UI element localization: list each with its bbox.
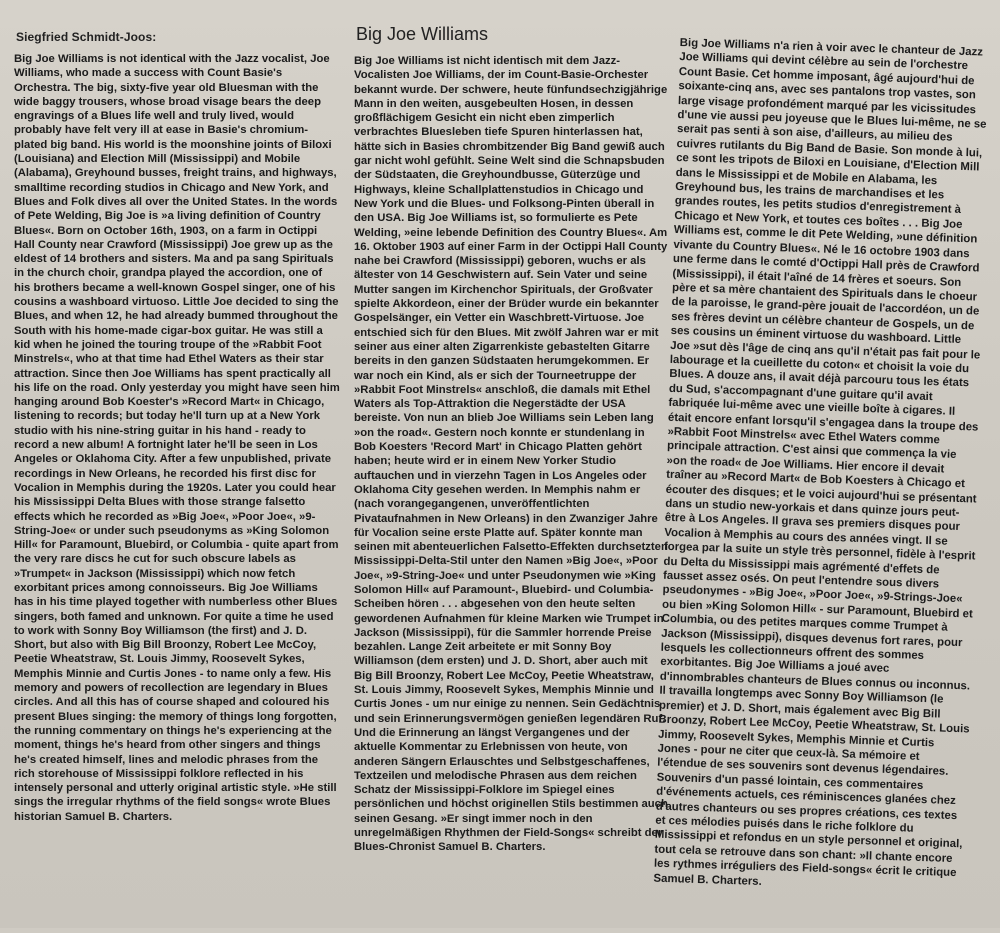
english-text-column [14,52,340,922]
article-title: Big Joe Williams [356,24,489,44]
english-body-text: Big Joe Williams is not identical with the Jazz vocalist, Joe Williams, who made a success with Count Basie's Orchestra. The big, sixty-five year old Bluesman with the wide baggy trousers, whose broad visage bears the deep engravings of a Blues life well and truly lived, would probably have felt very ill at ease in Basie's chromium-plated big band. His world is the moonshine joints of Biloxi (Louisiana) and Election Mill (Mississippi) and Mobile (Alabama), Greyhound busses, freight trains, and highways, smalltime recording studios in Chicago and New York, and Blues and Folk dives all over the United States. In the words of Pete Welding, Big Joe is »a living definition of Country Blues«. Born on October 16th, 1903, on a farm in Octippi Hall County near Crawford (Mississippi) Joe grew up as the eldest of 14 brothers and sisters. Ma and pa sang Spirituals in the church choir, grandpa played the accordion, one of his brothers became a well-known Gospel singer, one of his cousins a washboard virtuoso. Little Joe decided to sing the Blues, and when 12, he had already bummed throughout the South with his home-made cigar-box guitar. He was still a kid when he joined the touring troupe of the »Rabbit Foot Minstrels«, who at that time had Ethel Waters as their star attraction. Since then Joe Williams has spent practically all his life on the road. Only yesterday you might have seen him hanging around Bob Koester's »Record Mart« in Chicago, listening to records; but today he'll turn up at a New York studio with his nine-string guitar in his hand - ready to record a new album! A fortnight later he'll be seen in Los Angeles or Oklahoma City. After a few unpublished, private recordings in New Orleans, he recorded his first disc for Vocalion in Memphis during the 1920s. Later you could hear his Mississippi Delta Blues with those strange falsetto effects which he recorded as »Big Joe«, »Poor Joe«, »9-String-Joe« or under such pseudonyms as »King Solomon Hill« for Paramount, Bluebird, or Columbia - quite apart from the very rare discs he cut for such obscure labels as »Trumpet« in Jackson (Mississippi) which now fetch exorbitant prices among connoisseurs. Big Joe Williams has in his time played together with numberless other Blues singers, both famed and unknown. For quite a time he used to work with Sonny Boy Williamson (the first) and J. D. Short, but also with Big Bill Broonzy, Robert Lee McCoy, Peetie Wheatstraw, St. Louis Jimmy, Roosevelt Sykes, Memphis Minnie and Curtis Jones - to name only a few. His memory and powers of recollection are legendary in Blues circles. And all this has of course shaped and coloured his present Blues singing: the memory of things long forgotten, the running commentary on things he's experiencing at the moment, things he's heard from other singers and things he's created himself, lines and melodic phrases from the rich storehouse of Mississippi folklore reflected in his intensely personal and utterly original artistic style. »He still sings the irregular rhythms of the field songs« wrote Blues historian Samuel B. Charters. [14,53,340,823]
german-text-column [354,54,668,922]
author-byline: Siegfried Schmidt-Joos: [16,30,157,44]
french-text-column [652,36,992,933]
french-body-text: Big Joe Williams n'a rien à voir avec le chanteur de Jazz Joe Williams qui devint célèbre au sein de l'orchestre Count Basie. Cet homme imposant, âgé aujourd'hui de soixante-cinq ans, avec ses pantalons trop vastes, son large visage profondément marqué par les vicissitudes d'une vie aussi peu joyeuse que le Blues lui-même, ne se serait pas senti à son aise, d'ailleurs, au milieu des cuivres rutilants du Big Band de Basie. Son monde à lui, ce sont les tripots de Biloxi en Louisiane, d'Election Mill dans le Mississippi et de Mobile en Alabama, les Greyhound bus, les trains de marchandises et les grandes routes, les petits studios d'enregistrement à Chicago et New York, et toutes ces boîtes . . . Big Joe Williams est, comme le dit Pete Welding, »une définition vivante du Country Blues«. Né le 16 octobre 1903 dans une ferme dans le comté d'Octippi Hall près de Crawford (Mississippi), il était l'aîné de 14 frères et soeurs. Son père et sa mère chantaient des Spirituals dans le choeur de la paroisse, le grand-père jouait de l'accordéon, un de ses frères devint un célèbre chanteur de Gospels, un de ses cousins un éminent virtuose du washboard. Little Joe »sut dès l'âge de cinq ans qu'il n'était pas fait pour le labourage et la cueillette du coton« et choisit la voie du Blues. A douze ans, il avait déjà parcouru tous les états du Sud, s'accompagnant d'une guitare qu'il avait fabriquée lui-même avec une vieille boîte à cigares. Il était encore enfant lorsqu'il s'engagea dans la troupe des »Rabbit Foot Minstrels« avec Ethel Waters comme principale attraction. C'est ainsi que commença la vie »on the road« de Joe Williams. Hier encore il devait traîner au »Record Mart« de Bob Koesters à Chicago et écouter des disques; et le voici aujourd'hui se présentant dans un studio new-yorkais et dans quinze jours peut-être à Los Angeles. Il grava ses premiers disques pour Vocalion à Memphis au cours des années vingt. Il se forgea par la suite un style très personnel, fidèle à l'esprit du Delta du Mississippi mais agrémenté d'effets de fausset assez osés. On peut l'entendre sous divers pseudonymes - »Big Joe«, »Poor Joe«, »9-Strings-Joe« ou bien »King Solomon Hill« - sur Paramount, Bluebird et Columbia, ou des petites marques comme Trumpet à Jackson (Mississippi), disques devenus fort rares, pour lesquels les collectionneurs offrent des sommes exorbitantes. Big Joe Williams a joué avec d'innombrables chanteurs de Blues connus ou inconnus. Il travailla longtemps avec Sonny Boy Williamson (le premier) et J. D. Short, mais également avec Big Bill Broonzy, Robert Lee McCoy, Peetie Wheatstraw, St. Louis Jimmy, Roosevelt Sykes, Memphis Minnie et Curtis Jones - pour ne citer que ceux-là. Sa mémoire et l'étendue de ses souvenirs sont devenus légendaires. Souvenirs d'un passé lointain, ces commentaires d'événements actuels, ces réminiscences glanées chez d'autres chanteurs ou ses propres créations, ces textes et ces mélodies puisés dans le riche folklore du Mississippi et refondus en un style personnel et original, tout cela se retrouve dans son chant: »Il chante encore les rythmes irréguliers des Field-songs« écrit le critique Samuel B. Charters. [653,36,987,888]
german-body-text: Big Joe Williams ist nicht identisch mit dem Jazz-Vocalisten Joe Williams, der im Count-Basie-Orchester bekannt wurde. Der schwere, heute fünfundsechzigjährige Mann in den weiten, ausgebeulten Hosen, in dessen großflächigem Gesicht ein nicht eben zimperlich verbrachtes Bluesleben tiefe Spuren hinterlassen hat, hätte sich in Basies chrombitzender Big Band gewiß auch gar nicht wohl gefühlt. Seine Welt sind die Schnapsbuden der Südstaaten, die Greyhoundbusse, Güterzüge und Highways, kleine Schallplattenstudios in Chicago und New York und die Blues- und Folksong-Pinten überall in den USA. Big Joe Williams ist, so formulierte es Pete Welding, »eine lebende Definition des Country Blues«. Am 16. Oktober 1903 auf einer Farm in der Octippi Hall County nahe bei Crawford (Mississippi) geboren, wuchs er als ältester von 14 Geschwistern auf. Sein Vater und seine Mutter sangen im Kirchenchor Spirituals, der Großvater spielte Akkordeon, einer der Brüder wurde ein bekannter Gospelsänger, ein Vetter ein Waschbrett-Virtuose. Joe entschied sich für den Blues. Mit zwölf Jahren war er mit seiner aus einer alten Zigarrenkiste gebastelten Gitarre bereits in den ganzen Südstaaten herumgekommen. Er war noch ein Kind, als er sich der Tourneetruppe der »Rabbit Foot Minstrels« anschloß, die damals mit Ethel Waters als Top-Attraktion die Negerstädte der USA bereiste. Von nun an blieb Joe Williams sein Leben lang »on the road«. Gestern noch konnte er stundenlang in Bob Koesters 'Record Mart' in Chicago Platten gehört haben; heute wird er in einem New Yorker Studio auftauchen und in vierzehn Tagen in Los Angeles oder Oklahoma City gesehen werden. In Memphis nahm er (nach vorangegangenen, unveröffentlichten Pivataufnahmen in New Orleans) in den Zwanziger Jahre für Vocalion seine erste Platte auf. Später konnte man seinen mit abenteuerlichen Falsetto-Effekten durchsetzten Mississippi-Delta-Stil unter den Namen »Big Joe«, »Poor Joe«, »9-String-Joe« und unter Pseudonymen wie »King Solomon Hill« auf Paramount-, Bluebird- und Columbia-Scheiben hören . . . abgesehen von den heute selten gewordenen Aufnahmen für kleine Marken wie Trumpet in Jackson (Mississippi), für die Sammler horrende Preise bezahlen. Lange Zeit arbeitete er mit Sonny Boy Williamson (dem ersten) und J. D. Short, aber auch mit Big Bill Broonzy, Robert Lee McCoy, Peetie Wheatstraw, St. Louis Jimmy, Roosevelt Sykes, Memphis Minnie und Curtis Jones - um nur einige zu nennen. Sein Gedächtnis und sein Erinnerungsvermögen genießen legendären Ruf. Und die Erinnerung an längst Vergangenes und der aktuelle Kommentar zu Erlebnissen von heute, von anderen Sängern Erlauschtes und Selbstgeschaffenes, Textzeilen und melodische Phrasen aus dem reichen Schatz der Mississippi-Folklore im Spiegel eines persönlichen und höchst originellen Stils bestimmen auch seinen Gesang. »Er singt immer noch in den unregelmäßigen Rhythmen der Field-Songs« schreibt der Blues-Chronist Samuel B. Charters. [354,55,668,854]
